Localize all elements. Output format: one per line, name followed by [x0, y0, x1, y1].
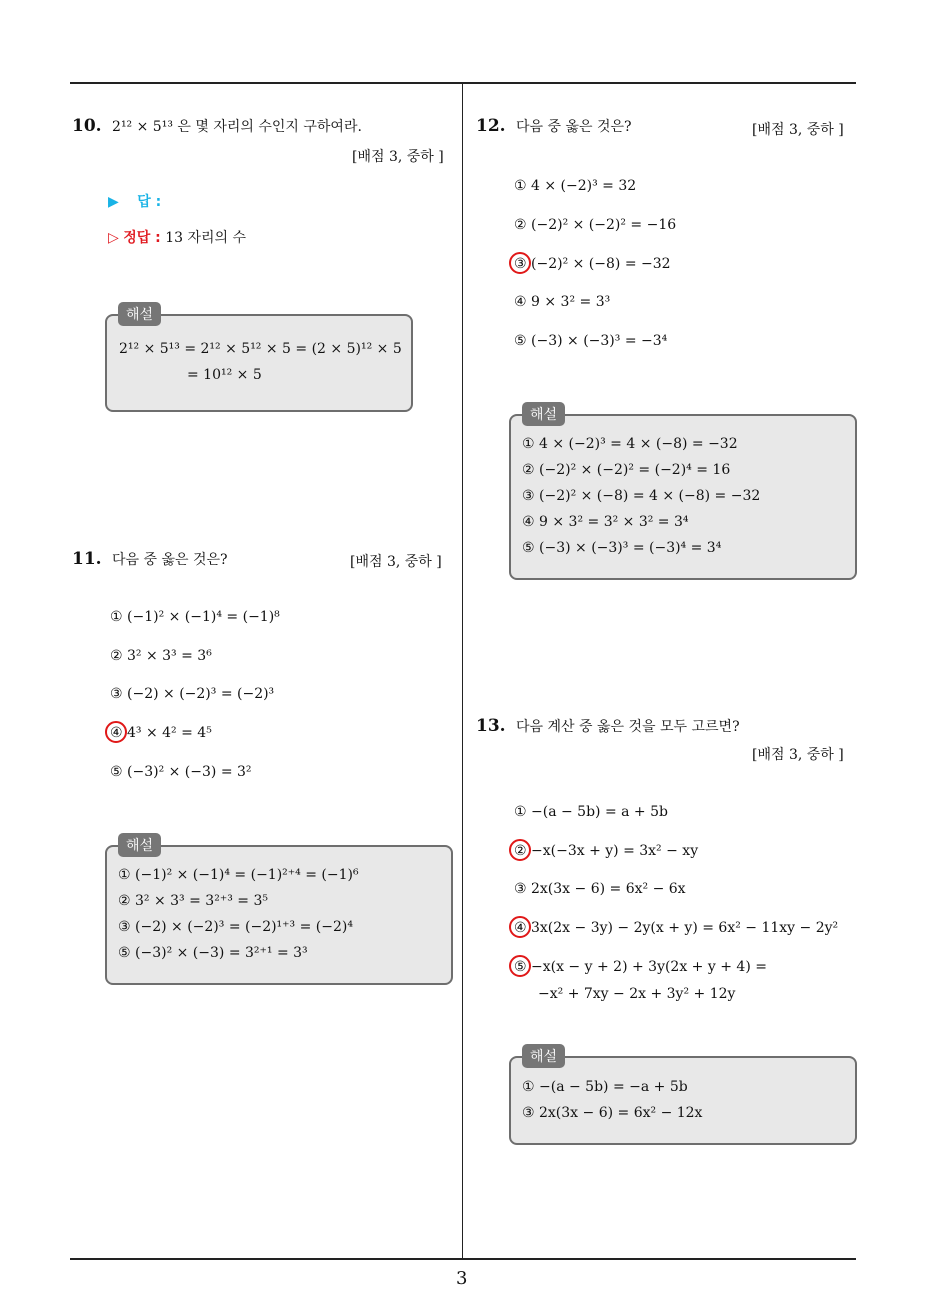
correct-value: 13 자리의 수 [165, 230, 247, 246]
top-rule [70, 82, 856, 84]
q11-choice-4[interactable]: ④ 4³ × 4² = 4⁵ [110, 725, 212, 741]
selected-answer-circle [509, 252, 531, 274]
q13-explain-line-2: ③ 2x(3x − 6) = 6x² − 12x [522, 1105, 703, 1121]
question-10 [72, 116, 362, 136]
selected-answer-circle [509, 955, 531, 977]
q13-explanation-tag: 해설 [522, 1044, 565, 1068]
question-number: 10. [72, 116, 102, 136]
question-number: 11. [72, 549, 102, 569]
q12-choice-5[interactable]: ⑤ (−3) × (−3)³ = −3⁴ [514, 333, 668, 349]
q12-score: [배점 3, 중하 ] [752, 122, 844, 138]
q12-choice-1[interactable]: ① 4 × (−2)³ = 32 [514, 178, 637, 194]
selected-answer-circle [509, 839, 531, 861]
q12-choice-2[interactable]: ② (−2)² × (−2)² = −16 [514, 217, 677, 233]
q13-choice-4[interactable]: ④ 3x(2x − 3y) − 2y(x + y) = 6x² − 11xy − 2y² [514, 920, 839, 936]
question-11 [72, 549, 228, 569]
question-math: 2¹² × 5¹³ [112, 119, 173, 135]
q12-explain-line-4: ④ 9 × 3² = 3² × 3² = 3⁴ [522, 514, 689, 530]
q11-score: [배점 3, 중하 ] [350, 554, 442, 570]
q10-score: [배점 3, 중하 ] [352, 149, 444, 165]
q11-explanation-tag: 해설 [118, 833, 161, 857]
correct-label: 정답 : [123, 230, 161, 246]
q13-choice-5[interactable]: ⑤ −x(x − y + 2) + 3y(2x + y + 4) = [514, 959, 767, 975]
q11-choice-3[interactable]: ③ (−2) × (−2)³ = (−2)³ [110, 686, 275, 702]
question-13 [476, 716, 740, 736]
q12-explain-line-5: ⑤ (−3) × (−3)³ = (−3)⁴ = 3⁴ [522, 540, 722, 556]
q10-answer-row [108, 191, 161, 211]
question-number: 13. [476, 716, 506, 736]
q13-choice-5-continued: −x² + 7xy − 2x + 3y² + 12y [538, 986, 736, 1002]
question-text: 은 몇 자리의 수인지 구하여라. [177, 119, 362, 135]
answer-label: 답 : [137, 194, 162, 210]
question-12 [476, 116, 632, 136]
question-number: 12. [476, 116, 506, 136]
question-text: 다음 중 옳은 것은? [516, 119, 632, 135]
selected-answer-circle [105, 721, 127, 743]
selected-answer-circle [509, 916, 531, 938]
q11-explanation-box [105, 845, 453, 985]
question-text: 다음 계산 중 옳은 것을 모두 고르면? [516, 719, 740, 735]
q12-explanation-tag: 해설 [522, 402, 565, 426]
q11-choice-2[interactable]: ② 3² × 3³ = 3⁶ [110, 648, 212, 664]
q13-choice-3[interactable]: ③ 2x(3x − 6) = 6x² − 6x [514, 881, 686, 897]
q12-explain-line-3: ③ (−2)² × (−8) = 4 × (−8) = −32 [522, 488, 761, 504]
q12-choice-4[interactable]: ④ 9 × 3² = 3³ [514, 294, 611, 310]
q12-explain-line-2: ② (−2)² × (−2)² = (−2)⁴ = 16 [522, 462, 731, 478]
question-text: 다음 중 옳은 것은? [112, 552, 228, 568]
q13-choice-1[interactable]: ① −(a − 5b) = a + 5b [514, 804, 668, 820]
q11-explain-line-2: ② 3² × 3³ = 3²⁺³ = 3⁵ [118, 893, 268, 909]
play-icon: ▶ [108, 194, 119, 210]
q10-explanation-tag: 해설 [118, 302, 161, 326]
q12-choice-3[interactable]: ③ (−2)² × (−8) = −32 [514, 256, 671, 272]
bottom-rule [70, 1258, 856, 1260]
q13-score: [배점 3, 중하 ] [752, 747, 844, 763]
q10-explain-line-1: 2¹² × 5¹³ = 2¹² × 5¹² × 5 = (2 × 5)¹² × 5 [119, 341, 402, 357]
q10-correct-row [108, 227, 246, 247]
q12-explain-line-1: ① 4 × (−2)³ = 4 × (−8) = −32 [522, 436, 738, 452]
q11-explain-line-1: ① (−1)² × (−1)⁴ = (−1)²⁺⁴ = (−1)⁶ [118, 867, 359, 883]
play-outline-icon: ▷ [108, 230, 119, 246]
q11-choice-5[interactable]: ⑤ (−3)² × (−3) = 3² [110, 764, 252, 780]
q10-explanation-box [105, 314, 413, 412]
q11-explain-line-4: ⑤ (−3)² × (−3) = 3²⁺¹ = 3³ [118, 945, 308, 961]
q11-choice-1[interactable]: ① (−1)² × (−1)⁴ = (−1)⁸ [110, 609, 280, 625]
q13-choice-2[interactable]: ② −x(−3x + y) = 3x² − xy [514, 843, 699, 859]
column-divider [462, 84, 463, 1259]
q10-explain-line-2: = 10¹² × 5 [187, 367, 262, 383]
page-number: 3 [456, 1268, 468, 1289]
q13-explain-line-1: ① −(a − 5b) = −a + 5b [522, 1079, 688, 1095]
q13-explanation-box [509, 1056, 857, 1145]
q11-explain-line-3: ③ (−2) × (−2)³ = (−2)¹⁺³ = (−2)⁴ [118, 919, 353, 935]
